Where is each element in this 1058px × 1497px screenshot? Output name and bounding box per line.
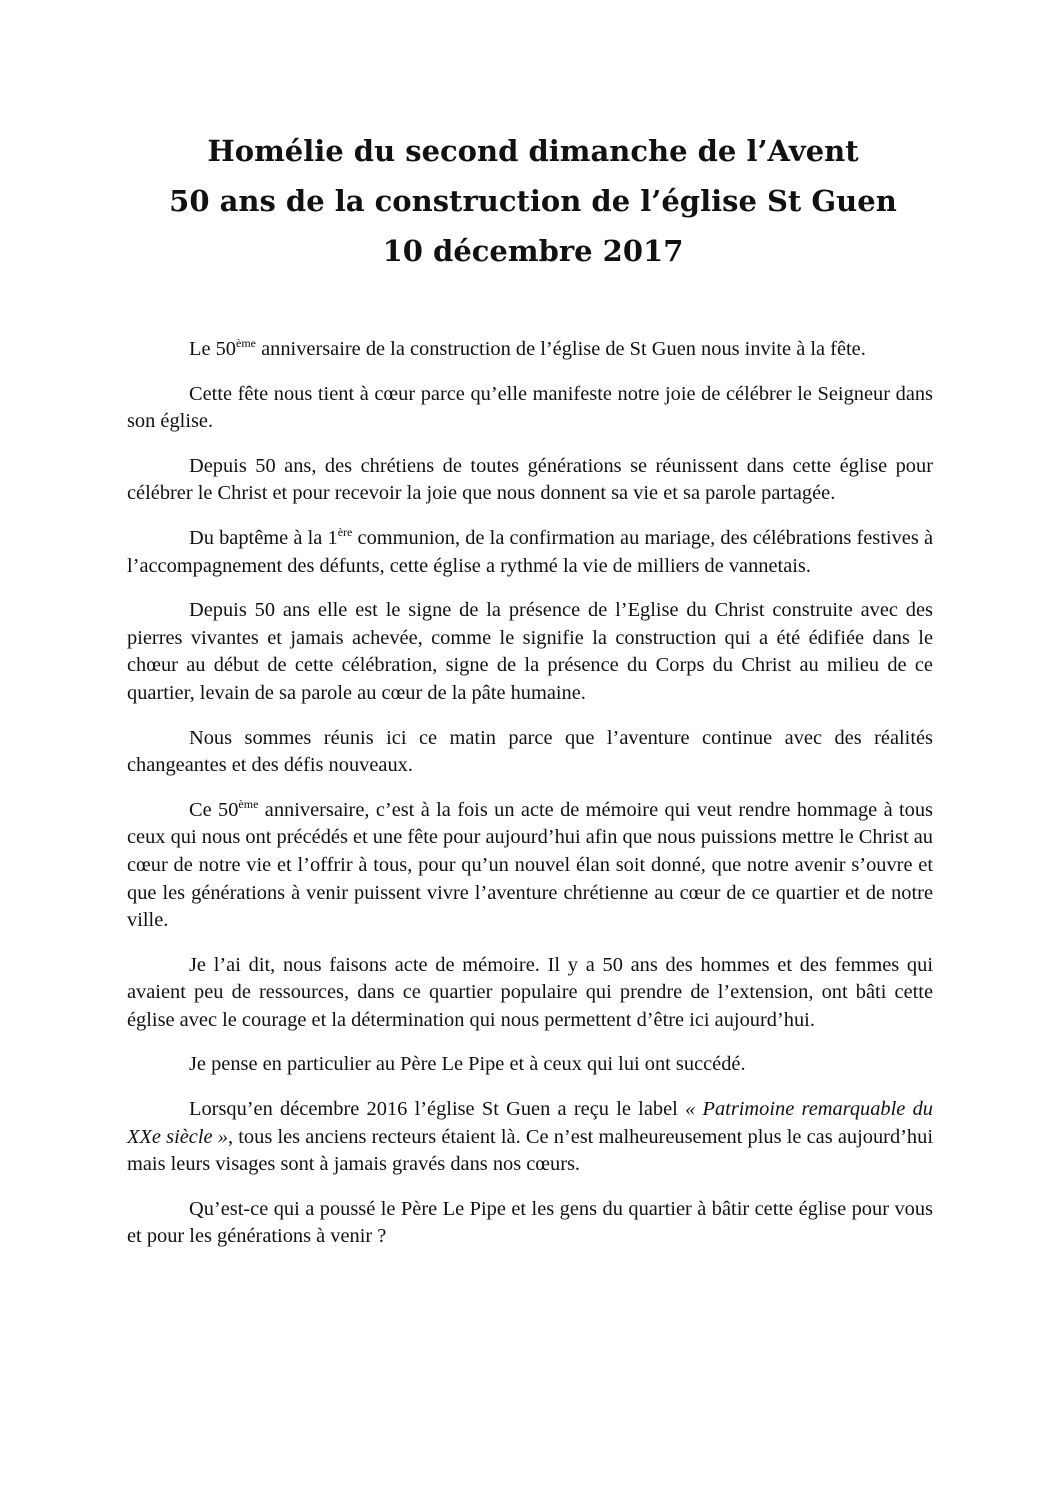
title-line-2: 50 ans de la construction de l’église St Guen: [169, 184, 897, 218]
label-title-italic: « Patrimoine remarquable du XXe siècle »: [127, 1098, 933, 1148]
paragraph-5: Depuis 50 ans elle est le signe de la présence de l’Eglise du Christ construite avec des pierres vivantes et jamais achevée, comme le signifie la construction qui a été édifiée dans le chœur au début de cette célébration, signe de la présence du Corps du Christ au milieu de ce quartier, levain de sa parole au cœur de la pâte humaine.: [127, 599, 933, 704]
superscript-eme-2: ème: [238, 796, 259, 811]
paragraph-8: Je l’ai dit, nous faisons acte de mémoire. Il y a 50 ans des hommes et des femmes qui avaient peu de ressources, dans ce quartier populaire qui prendre de l’extension, ont bâti cette église avec le courage et la détermination qui nous permettent d’être ici aujourd’hui.: [127, 953, 933, 1031]
paragraph-1-text-b: anniversaire de la construction de l’église de St Guen nous invite à la fête.: [256, 338, 866, 360]
document-title: [100, 126, 966, 276]
paragraph-4-text-a: Du baptême à la 1: [189, 526, 338, 549]
superscript-ere: ère: [337, 525, 353, 540]
paragraph-7: [127, 797, 933, 935]
paragraph-7-text-a: Ce 50: [189, 798, 239, 821]
paragraph-2: Cette fête nous tient à cœur parce qu’elle manifeste notre joie de célébrer le Seigneur dans son église.: [127, 382, 933, 433]
superscript-eme: ème: [236, 336, 256, 351]
paragraph-4: [127, 525, 933, 580]
paragraph-1-text-a: Le 50: [189, 338, 236, 360]
paragraph-4-text-b: communion, de la confirmation au mariage, des célébrations festives à l’accompagnement des défunts, cette église a rythmé la vie de milliers de vannetais.: [127, 526, 933, 577]
paragraph-9: Je pense en particulier au Père Le Pipe et à ceux qui lui ont succédé.: [189, 1053, 746, 1076]
paragraph-10: [127, 1096, 933, 1179]
paragraph-6: Nous sommes réunis ici ce matin parce que l’aventure continue avec des réalités changeantes et des défis nouveaux.: [127, 726, 933, 777]
homily-body: [127, 336, 933, 1251]
paragraph-10-text-a: Lorsqu’en décembre 2016 l’église St Guen a reçu le label: [189, 1098, 686, 1121]
paragraph-3: Depuis 50 ans, des chrétiens de toutes générations se réunissent dans cette église pour célébrer le Christ et pour recevoir la joie que nous donnent sa vie et sa parole partagée.: [127, 454, 933, 505]
title-line-1: Homélie du second dimanche de l’Avent: [207, 134, 859, 168]
paragraph-10-text-b: , tous les anciens recteurs étaient là. Ce n’est malheureusement plus le cas aujourd’hui mais leurs visages sont à jamais gravés dans nos cœurs.: [127, 1125, 933, 1176]
paragraph-1: [127, 336, 933, 364]
paragraph-7-text-b: anniversaire, c’est à la fois un acte de mémoire qui veut rendre hommage à tous ceux qui nous ont précédés et une fête pour aujourd’hui afin que nous puissions mettre le Christ au cœur de notre vie et l’offrir à tous, pour qu’un nouvel élan soit donné, que notre avenir s’ouvre et que les générations à venir puissent vivre l’aventure chrétienne au cœur de ce quartier et de notre ville.: [127, 798, 933, 932]
paragraph-11: Qu’est-ce qui a poussé le Père Le Pipe et les gens du quartier à bâtir cette église pour vous et pour les générations à venir ?: [127, 1197, 933, 1248]
title-line-3: 10 décembre 2017: [382, 234, 684, 268]
